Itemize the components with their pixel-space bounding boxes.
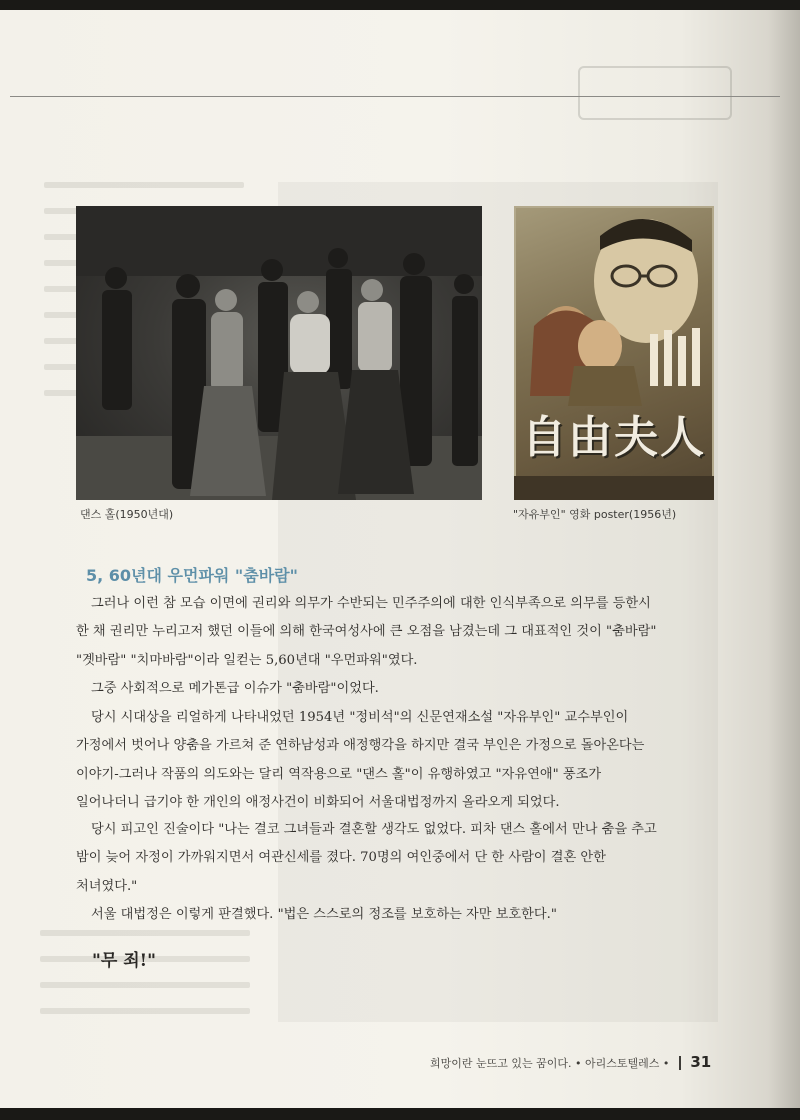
footer-separator <box>679 1056 681 1070</box>
poster-title-text: 自由夫人 <box>522 412 706 463</box>
scan-top-edge <box>0 0 800 10</box>
paragraph-4: 당시 피고인 진술이다 "나는 결코 그녀들과 결혼할 생각도 없었다. 피차 댄스 홀에서 만나 춤을 추고 밤이 늦어 자정이 가까워지면서 여관신세를 졌다. 70명의 여인중에서 단 한 사람이 결혼 안한 처녀였다." <box>76 822 657 894</box>
movie-poster <box>514 206 714 500</box>
paragraph-2: 그중 사회적으로 메가톤급 이슈가 "춤바람"이었다. <box>91 681 379 696</box>
bleed-through-line <box>40 930 250 936</box>
bleed-through-line <box>40 1008 250 1014</box>
footer-attribution: • 아리스토텔레스 • <box>575 1057 670 1070</box>
dance-hall-photo <box>76 206 482 500</box>
bleed-through-line <box>40 982 250 988</box>
poster-caption: "자유부인" 영화 poster(1956년) <box>513 508 677 521</box>
scan-bottom-edge <box>0 1108 800 1120</box>
paragraph-3: 당시 시대상을 리얼하게 나타내었던 1954년 "정비석"의 신문연재소설 "자유부인" 교수부인이 가정에서 벗어나 양춤을 가르쳐 준 연하남성과 애정행각을 하지만 결국 부인은 가정으로 돌아온다는 이야기-그러나 작품의 의도와는 달리 역작용으로 "댄스 홀"이 유행하였고 "자유연애" 풍조가 일어나더니 급기야 한 개인의 애정사건이 비화되어 서울대법정까지 올라오게 되었다. <box>76 710 645 810</box>
section-heading: 5, 60년대 우먼파워 "춤바람" <box>86 566 298 585</box>
verdict-quote: "무 죄!" <box>92 951 156 971</box>
bleed-through-logo <box>578 66 732 120</box>
header-rule <box>10 96 780 97</box>
dance-hall-illustration <box>76 206 482 500</box>
footer-quote: 희망이란 눈뜨고 있는 꿈이다. <box>430 1057 572 1070</box>
page-number: 31 <box>690 1053 712 1071</box>
bleed-through-line <box>44 182 244 188</box>
paragraph-5: 서울 대법정은 이렇게 판결했다. "법은 스스로의 정조를 보호하는 자만 보호한다." <box>91 907 557 922</box>
page-footer <box>430 1053 711 1071</box>
dance-hall-caption: 댄스 홀(1950년대) <box>80 508 174 521</box>
paragraph-1: 그러나 이런 참 모습 이면에 권리와 의무가 수반되는 민주주의에 대한 인식부족으로 의무를 등한시 한 채 권리만 누리고저 했던 이들에 의해 한국여성사에 큰 오점을 남겼는데 그 대표적인 것이 "춤바람" "곗바람" "치마바람"이라 일컫는 5,60년대 "우먼파워"였다. <box>76 596 657 668</box>
